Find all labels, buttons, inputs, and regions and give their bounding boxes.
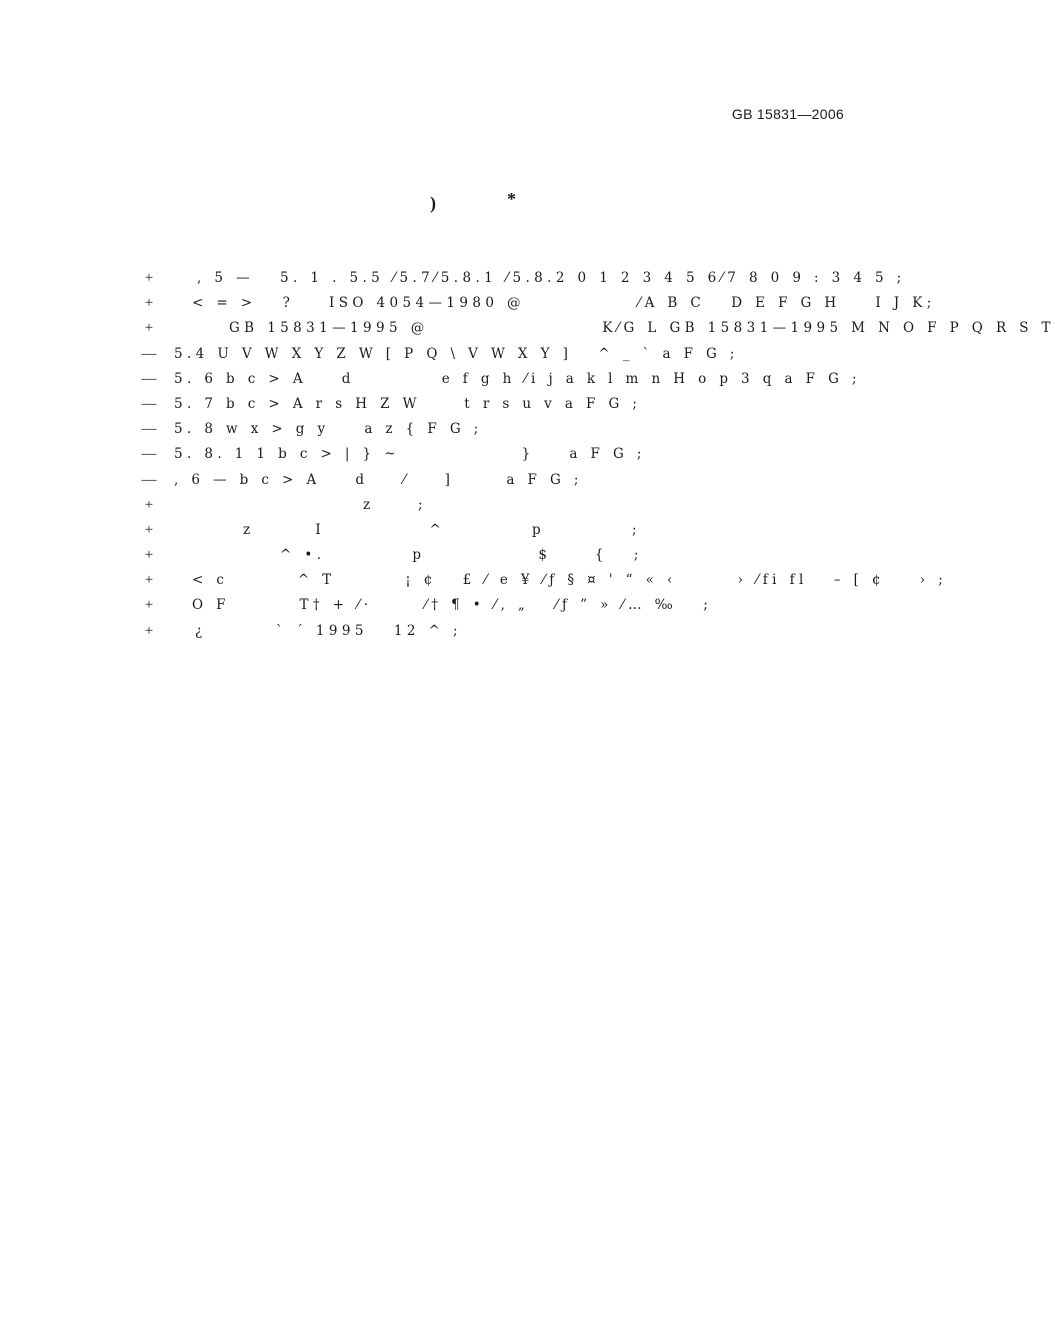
line-marker: — [141, 370, 157, 387]
line-marker: + [144, 597, 154, 614]
text-line [141, 417, 831, 442]
line-text: z I ^ p ; [243, 521, 641, 538]
text-line [141, 568, 948, 593]
text-line [141, 367, 861, 392]
line-marker: + [144, 270, 154, 286]
line-text: O F T† + ⁄· ⁄† ¶ • ⁄‚ „ ⁄ƒ ” » ⁄… ‰ ; [192, 597, 713, 614]
text-line [141, 266, 906, 291]
text-line [141, 316, 1055, 341]
line-marker: — [141, 446, 157, 463]
document-title [0, 189, 950, 217]
line-text: ¿ ` ´ 1995 12 ^ ; [195, 622, 462, 639]
line-marker: — [141, 421, 157, 438]
line-text: ^ •. p $ { ; [280, 547, 643, 564]
text-line [141, 468, 831, 493]
line-text: , 6 — b c > A d ⁄ ] a F G ; [174, 471, 583, 488]
text-line [141, 493, 831, 518]
text-line [141, 518, 831, 543]
body-text [141, 266, 1055, 644]
text-line [141, 392, 831, 417]
line-text: GB 15831—1995 @ K⁄G L GB 15831—1995 M N O F P Q R S T [229, 320, 1055, 337]
line-marker: + [144, 547, 154, 564]
text-line [141, 619, 831, 644]
line-text: z ; [363, 496, 427, 513]
line-marker: + [144, 521, 154, 538]
line-text: 5. 8 w x > g y a z { F G ; [174, 421, 483, 438]
title-right-glyph: * [507, 189, 516, 209]
line-marker: — [141, 345, 157, 362]
line-marker: + [144, 496, 154, 513]
line-text: 5. 8. 1 1 b c > | } ~ } a F G ; [174, 446, 646, 463]
text-line [141, 342, 831, 367]
text-line [141, 543, 831, 568]
line-text: < = > ? ISO 4054—1980 @ ⁄A B C D E F G H I J K; [192, 295, 936, 312]
line-marker: + [144, 622, 154, 639]
line-marker: + [144, 572, 154, 589]
standard-number: GB 15831—2006 [731, 106, 844, 122]
line-marker: + [144, 320, 154, 337]
line-text: < c ^ T ¡ ¢ £ ⁄ e ¥ ⁄ƒ § ¤ ' “ « ‹ › ⁄fi fl – [ ¢ › ; [192, 572, 948, 589]
line-marker: — [141, 395, 157, 412]
line-text: , 5 — 5. 1 . 5.5 ⁄5.7⁄5.8.1 ⁄5.8.2 0 1 2 3 4 5 6⁄7 8 0 9 : 3 4 5 ; [197, 270, 906, 286]
line-text: 5. 7 b c > A r s H Z W t r s u v a F G ; [174, 395, 642, 412]
line-marker: — [141, 471, 157, 488]
line-text: 5.4 U V W X Y Z W [ P Q \ V W X Y ] ^ _ ` a F G ; [174, 345, 739, 362]
title-left-glyph: ) [430, 193, 436, 213]
line-marker: + [144, 295, 154, 312]
text-line [141, 291, 936, 316]
line-text: 5. 6 b c > A d e f g h ⁄i j a k l m n H o p 3 q a F G ; [174, 370, 861, 387]
text-line [141, 593, 831, 618]
text-line [141, 442, 831, 467]
